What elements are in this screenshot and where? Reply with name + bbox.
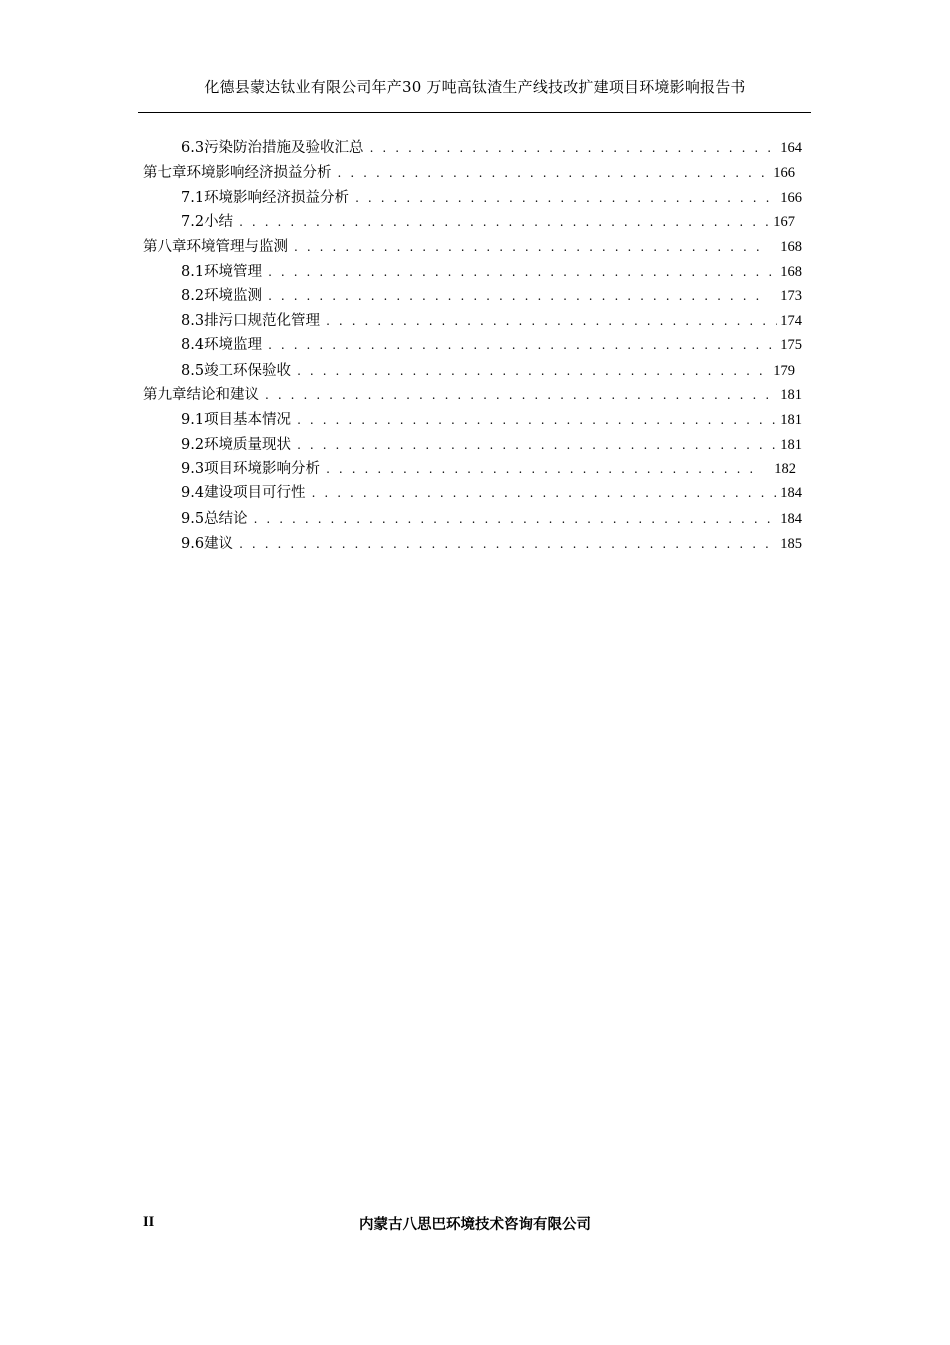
toc-chapter-entry[interactable]	[143, 383, 802, 407]
toc-entry-page: 181	[780, 387, 802, 403]
toc-entry-title: 建设项目可行性	[204, 485, 306, 501]
toc-entry[interactable]	[181, 210, 795, 234]
toc-entry-number: 9.4	[181, 485, 205, 501]
toc-entry-number: 8.1	[181, 264, 205, 280]
toc-entry-title: 总结论	[204, 511, 248, 527]
toc-entry-page: 181	[780, 412, 802, 428]
toc-entry-number: 8.4	[181, 337, 205, 353]
toc-leader-dots	[338, 166, 771, 180]
toc-entry-page: 173	[780, 288, 802, 304]
toc-entry[interactable]	[181, 309, 802, 333]
toc-entry-number: 9.5	[181, 511, 205, 527]
toc-chapter-entry[interactable]	[143, 235, 802, 259]
toc-entry[interactable]	[181, 532, 802, 556]
toc-entry-title: 项目环境影响分析	[204, 461, 321, 477]
toc-leader-dots	[239, 215, 770, 229]
toc-entry-number: 9.1	[181, 412, 205, 428]
toc-entry-page: 175	[780, 337, 802, 353]
toc-entry-number: 6.3	[181, 140, 205, 156]
toc-entry-number: 7.1	[181, 190, 205, 206]
toc-chapter-entry[interactable]	[143, 161, 795, 185]
toc-leader-dots	[297, 413, 777, 427]
toc-entry-page: 182	[774, 461, 796, 477]
toc-entry[interactable]	[181, 359, 795, 383]
toc-entry-page: 164	[780, 140, 802, 156]
toc-entry-page: 181	[780, 437, 802, 453]
footer-page-number: II	[143, 1214, 155, 1230]
toc-leader-dots	[326, 314, 777, 328]
toc-entry-title: 小结	[204, 214, 234, 230]
toc-entry-title: 建议	[204, 536, 234, 552]
toc-entry-page: 168	[780, 239, 802, 255]
toc-entry-page: 185	[780, 536, 802, 552]
toc-leader-dots	[294, 240, 768, 254]
toc-leader-dots	[297, 364, 770, 378]
footer-company-name: 内蒙古八思巴环境技术咨询有限公司	[359, 1217, 591, 1233]
toc-leader-dots	[297, 438, 777, 452]
toc-entry-title: 第七章环境影响经济损益分析	[143, 165, 332, 181]
page-header-title: 化德县蒙达钛业有限公司年产30 万吨高钛渣生产线技改扩建项目环境影响报告书	[204, 78, 746, 96]
toc-entry-title: 环境管理	[204, 264, 263, 280]
toc-leader-dots	[268, 289, 768, 303]
toc-leader-dots	[355, 191, 777, 205]
toc-entry[interactable]	[181, 433, 802, 457]
toc-entry-page: 167	[773, 214, 795, 230]
toc-entry-title: 第八章环境管理与监测	[143, 239, 288, 255]
toc-leader-dots	[265, 388, 768, 402]
toc-entry-title: 环境影响经济损益分析	[204, 190, 350, 206]
toc-entry-title: 污染防治措施及验收汇总	[204, 140, 364, 156]
toc-entry-title: 环境质量现状	[204, 437, 292, 453]
toc-leader-dots	[268, 338, 777, 352]
toc-entry[interactable]	[181, 481, 802, 505]
toc-leader-dots	[239, 537, 777, 551]
toc-entry[interactable]	[181, 408, 802, 432]
header-divider	[138, 112, 811, 113]
toc-entry-title: 环境监理	[204, 337, 263, 353]
toc-entry-title: 项目基本情况	[204, 412, 292, 428]
toc-entry[interactable]	[181, 333, 802, 357]
toc-entry-page: 166	[780, 190, 802, 206]
toc-leader-dots	[370, 141, 778, 155]
toc-entry-number: 9.6	[181, 536, 205, 552]
toc-entry-title: 环境监测	[204, 288, 263, 304]
toc-entry-title: 第九章结论和建议	[143, 387, 259, 403]
toc-entry-number: 8.5	[181, 363, 205, 379]
toc-leader-dots	[326, 462, 762, 476]
toc-entry-page: 184	[780, 485, 802, 501]
toc-entry-title: 排污口规范化管理	[204, 313, 321, 329]
toc-entry-number: 7.2	[181, 214, 205, 230]
toc-entry[interactable]	[181, 457, 796, 481]
toc-entry[interactable]	[181, 260, 802, 284]
toc-entry[interactable]	[181, 507, 802, 531]
toc-leader-dots	[312, 486, 778, 500]
toc-entry[interactable]	[181, 136, 802, 160]
toc-leader-dots	[254, 512, 778, 526]
toc-entry-page: 179	[773, 363, 795, 379]
toc-entry-title: 竣工环保验收	[204, 363, 292, 379]
toc-entry-page: 166	[773, 165, 795, 181]
toc-entry-page: 168	[780, 264, 802, 280]
toc-entry-number: 9.2	[181, 437, 205, 453]
toc-entry-page: 174	[780, 313, 802, 329]
toc-leader-dots	[268, 265, 777, 279]
toc-entry[interactable]	[181, 186, 802, 210]
toc-entry[interactable]	[181, 284, 802, 308]
toc-entry-number: 8.2	[181, 288, 205, 304]
toc-entry-page: 184	[780, 511, 802, 527]
toc-entry-number: 9.3	[181, 461, 205, 477]
toc-entry-number: 8.3	[181, 313, 205, 329]
